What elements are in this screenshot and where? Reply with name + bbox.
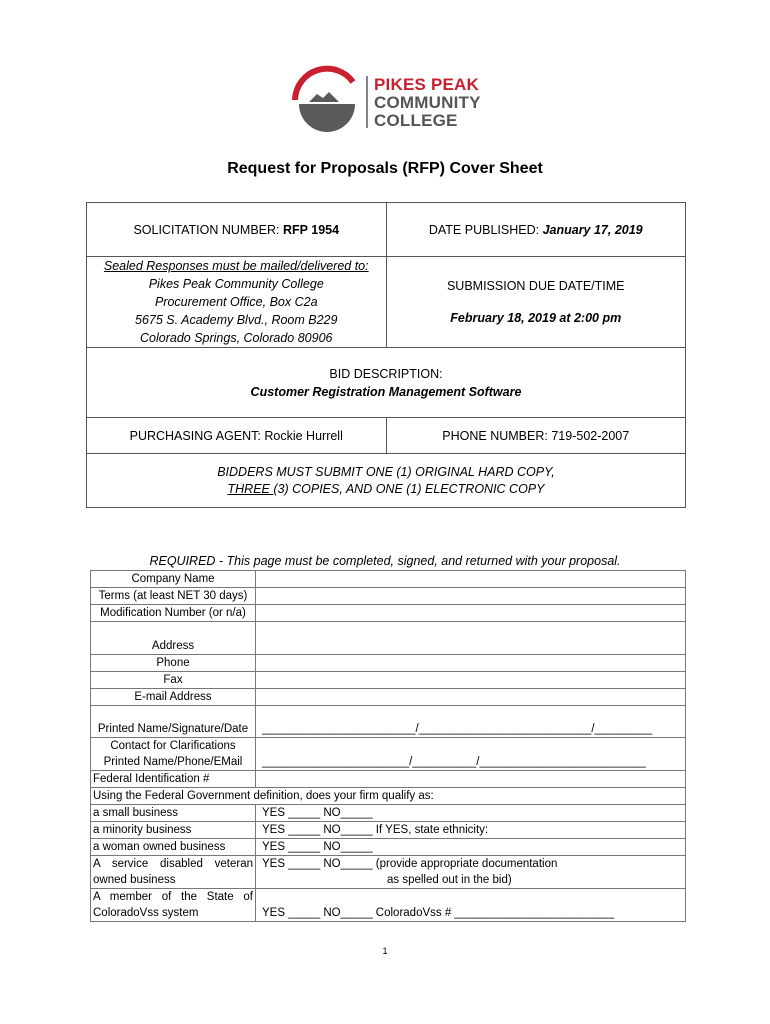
copies-line-2 bbox=[91, 481, 681, 498]
veteran-label-line-1: A service disabled veteran bbox=[93, 858, 253, 870]
company-label: Company Name bbox=[91, 571, 256, 588]
using-label: Using the Federal Government definition, does your firm qualify as: bbox=[91, 788, 686, 805]
due-date: February 18, 2019 at 2:00 pm bbox=[450, 311, 622, 325]
small-options[interactable]: YES _____ NO_____ bbox=[256, 805, 686, 822]
bid-description: Customer Registration Management Software bbox=[250, 384, 522, 399]
due-cell bbox=[386, 257, 686, 348]
mailing-heading: Sealed Responses must be mailed/delivered to: bbox=[103, 259, 369, 273]
form-row-terms bbox=[91, 588, 686, 605]
mailing-line-3: 5675 S. Academy Blvd., Room B229 bbox=[135, 313, 338, 327]
logo-line-3: COLLEGE bbox=[374, 111, 458, 130]
copies-three: THREE bbox=[227, 481, 274, 496]
member-label bbox=[91, 889, 256, 922]
small-label: a small business bbox=[91, 805, 256, 822]
phone-cell bbox=[386, 418, 686, 454]
minority-label: a minority business bbox=[91, 822, 256, 839]
copies-row bbox=[87, 454, 686, 508]
form-row-address bbox=[91, 622, 686, 655]
contact-label-line-1: Contact for Clarifications bbox=[110, 740, 236, 752]
mailing-line-4: Colorado Springs, Colorado 80906 bbox=[140, 331, 333, 345]
member-label-line-1: A member of the State of bbox=[93, 891, 253, 903]
form-row-minority bbox=[91, 822, 686, 839]
mailing-line-2: Procurement Office, Box C2a bbox=[154, 295, 318, 309]
form-row-phone bbox=[91, 655, 686, 672]
bid-row bbox=[87, 348, 686, 418]
email-input[interactable] bbox=[256, 689, 686, 706]
woman-options[interactable]: YES _____ NO_____ bbox=[256, 839, 686, 856]
mod-label: Modification Number (or n/a) bbox=[91, 605, 256, 622]
solicitation-number: RFP 1954 bbox=[283, 222, 340, 237]
form-row-small bbox=[91, 805, 686, 822]
solicitation-cell bbox=[87, 203, 387, 257]
contact-label bbox=[91, 738, 256, 771]
printed-signature-line[interactable]: ________________________/___________________________/_________ bbox=[256, 706, 686, 738]
veteran-options-line-2: as spelled out in the bid) bbox=[387, 874, 512, 886]
phone-input[interactable] bbox=[256, 655, 686, 672]
form-row-woman bbox=[91, 839, 686, 856]
company-input[interactable] bbox=[256, 571, 686, 588]
mailing-row bbox=[87, 257, 686, 348]
published-label: DATE PUBLISHED: bbox=[428, 222, 540, 237]
mailing-line-1: Pikes Peak Community College bbox=[148, 277, 324, 291]
form-row-member bbox=[91, 889, 686, 922]
veteran-options-line-1: YES _____ NO_____ (provide appropriate documentation bbox=[262, 858, 558, 870]
email-label: E-mail Address bbox=[91, 689, 256, 706]
phone-field-label: Phone bbox=[91, 655, 256, 672]
form-row-company bbox=[91, 571, 686, 588]
agent-name: Rockie Hurrell bbox=[264, 428, 343, 443]
copies-rest: (3) COPIES, AND ONE (1) ELECTRONIC COPY bbox=[273, 481, 545, 496]
printed-label: Printed Name/Signature/Date bbox=[91, 706, 256, 738]
bid-cell bbox=[87, 348, 686, 418]
form-row-fax bbox=[91, 672, 686, 689]
page-number: 1 bbox=[382, 946, 388, 956]
contact-label-line-2: Printed Name/Phone/EMail bbox=[103, 756, 243, 768]
form-row-fedid bbox=[91, 771, 686, 788]
solicitation-row bbox=[87, 203, 686, 257]
veteran-label-line-2: owned business bbox=[93, 874, 176, 886]
form-row-using bbox=[91, 788, 686, 805]
phone-label: PHONE NUMBER: bbox=[442, 428, 548, 443]
copies-line-1: BIDDERS MUST SUBMIT ONE (1) ORIGINAL HARD COPY, bbox=[217, 464, 555, 479]
agent-label: PURCHASING AGENT: bbox=[129, 428, 261, 443]
address-input[interactable] bbox=[256, 622, 686, 655]
required-note: REQUIRED - This page must be completed, signed, and returned with your proposal. bbox=[149, 554, 621, 568]
fax-label: Fax bbox=[91, 672, 256, 689]
veteran-label bbox=[91, 856, 256, 889]
form-row-printed bbox=[91, 706, 686, 738]
copies-cell bbox=[87, 454, 686, 508]
form-row-email bbox=[91, 689, 686, 706]
contact-line[interactable]: _______________________/__________/__________________________ bbox=[256, 738, 686, 771]
mailing-address-cell bbox=[87, 257, 387, 348]
logo-line-1: PIKES PEAK bbox=[374, 75, 479, 94]
bid-label: BID DESCRIPTION: bbox=[329, 366, 443, 381]
fax-input[interactable] bbox=[256, 672, 686, 689]
logo-wordmark bbox=[374, 76, 481, 130]
fedid-input[interactable] bbox=[256, 771, 686, 788]
page-title: Request for Proposals (RFP) Cover Sheet bbox=[227, 160, 543, 177]
minority-options[interactable]: YES _____ NO_____ If YES, state ethnicity: bbox=[256, 822, 686, 839]
member-options[interactable]: YES _____ NO_____ ColoradoVss # _________________________ bbox=[256, 889, 686, 922]
published-date: January 17, 2019 bbox=[542, 222, 643, 237]
due-label: SUBMISSION DUE DATE/TIME bbox=[446, 279, 625, 293]
phone-number: 719-502-2007 bbox=[551, 428, 630, 443]
rfp-info-table bbox=[86, 202, 686, 508]
vendor-form-table bbox=[90, 570, 686, 922]
veteran-options[interactable] bbox=[256, 856, 686, 889]
address-label: Address bbox=[91, 622, 256, 655]
form-row-mod bbox=[91, 605, 686, 622]
published-cell bbox=[386, 203, 686, 257]
member-label-line-2: ColoradoVss system bbox=[93, 907, 199, 919]
form-row-contact bbox=[91, 738, 686, 771]
woman-label: a woman owned business bbox=[91, 839, 256, 856]
solicitation-label: SOLICITATION NUMBER: bbox=[133, 222, 280, 237]
fedid-label: Federal Identification # bbox=[91, 771, 256, 788]
terms-input[interactable] bbox=[256, 588, 686, 605]
agent-cell bbox=[87, 418, 387, 454]
logo-line-2: COMMUNITY bbox=[374, 93, 481, 112]
form-row-veteran bbox=[91, 856, 686, 889]
agent-row bbox=[87, 418, 686, 454]
terms-label: Terms (at least NET 30 days) bbox=[91, 588, 256, 605]
mod-input[interactable] bbox=[256, 605, 686, 622]
